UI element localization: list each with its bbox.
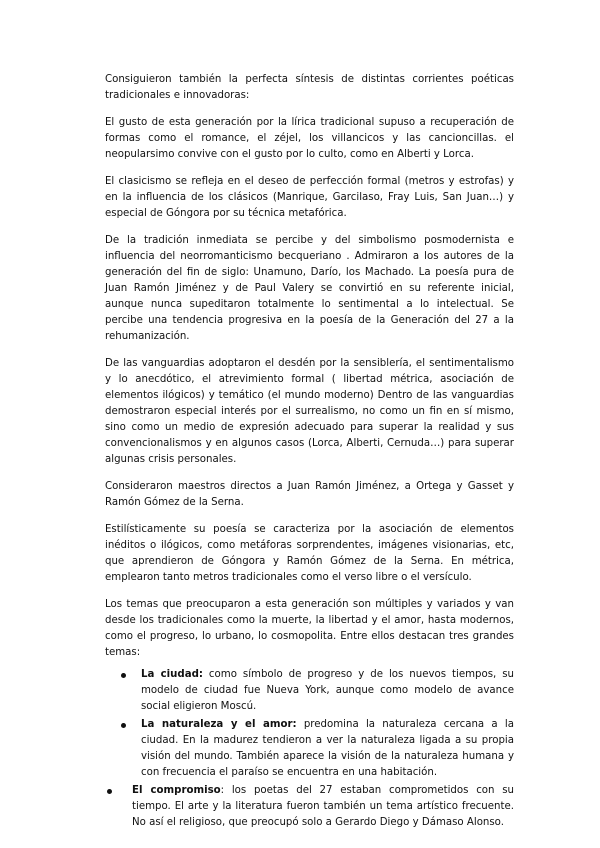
paragraph-tradicion-inmediata: De la tradición inmediata se percibe y del simbolismo posmodernista e influencia del neorromanticismo becqueriano . Admiraron a los autores de la generación del fin de siglo: Unamuno, Darío, los Machado. La poesía pura de Juan Ramón Jiménez y de Paul Valery se convirtió en su referente inicial, aunque nunca supeditaron totalmente lo sentimental a lo intelectual. Se percibe una tendencia progresiva en la poesía de la Generación del 27 a la rehumanización.: [105, 235, 514, 342]
list-item: [141, 667, 514, 715]
theme-text: como símbolo de progreso y de los nuevos tiempos, su modelo de ciudad fue Nueva York, aunque como modelo de avance social eligieron Moscú.: [141, 669, 515, 712]
paragraph-intro: Consiguieron también la perfecta síntesis de distintas corrientes poéticas tradicionales e innovadoras:: [105, 74, 514, 101]
theme-text: predomina la naturaleza cercana a la ciudad. En la madurez tendieron a ver la naturaleza ligada a su propia visión del mundo. También aparece la visión de la naturaleza humana y con frecuencia el paraíso se encuentra en una habitación.: [141, 719, 514, 778]
bullet-icon: [107, 789, 112, 794]
theme-text: : los poetas del 27 estaban comprometidos con su tiempo. El arte y la literatura fueron también un tema artístico frecuente. No así el religioso, que preocupó solo a Gerardo Diego y Dámaso Alonso.: [132, 785, 514, 828]
paragraph-tradicional: El gusto de esta generación por la lírica tradicional supuso a recuperación de formas como el romance, el zéjel, los villancicos y las cancioncillas. el neopularsimo convive con el gusto por lo culto, como en Alberti y Lorca.: [105, 117, 514, 160]
bullet-icon: [121, 723, 126, 728]
theme-term: El compromiso: [132, 785, 221, 796]
paragraph-maestros: Consideraron maestros directos a Juan Ramón Jiménez, a Ortega y Gasset y Ramón Gómez de la Serna.: [105, 481, 514, 508]
theme-term: La ciudad:: [141, 669, 203, 680]
theme-term: La naturaleza y el amor:: [141, 719, 297, 730]
list-item: [132, 783, 514, 831]
paragraph-estilo: Estilísticamente su poesía se caracteriza por la asociación de elementos inéditos o ilógicos, como metáforas sorprendentes, imágenes visionarias, etc, que aprendieron de Góngora y Ramón Gómez de la Serna. En métrica, emplearon tanto metros tradicionales como el verso libre o el versículo.: [105, 524, 514, 583]
list-item: [141, 717, 514, 781]
themes-list-outer: [105, 783, 514, 831]
paragraph-temas: Los temas que preocuparon a esta generación son múltiples y variados y van desde los tradicionales como la muerte, la libertad y el amor, hasta modernos, como el progreso, lo urbano, lo cosmopolita. Entre ellos destacan tres grandes temas:: [105, 599, 514, 658]
paragraph-vanguardias: De las vanguardias adoptaron el desdén por la sensiblería, el sentimentalismo y lo anecdótico, el atrevimiento formal ( libertad métrica, asociación de elementos ilógicos) y temático (el mundo moderno) Dentro de las vanguardias demostraron especial interés por el surrealismo, no como un fin en sí mismo, sino como un medio de expresión adecuado para superar la realidad y sus convencionalismos y en algunos casos (Lorca, Alberti, Cernuda…) para superar algunas crisis personales.: [105, 358, 514, 465]
themes-list: [105, 667, 514, 781]
bullet-icon: [121, 673, 126, 678]
paragraph-clasicismo: El clasicismo se refleja en el deseo de perfección formal (metros y estrofas) y en la influencia de los clásicos (Manrique, Garcilaso, Fray Luis, San Juan…) y especial de Góngora por su técnica metafórica.: [105, 176, 514, 219]
